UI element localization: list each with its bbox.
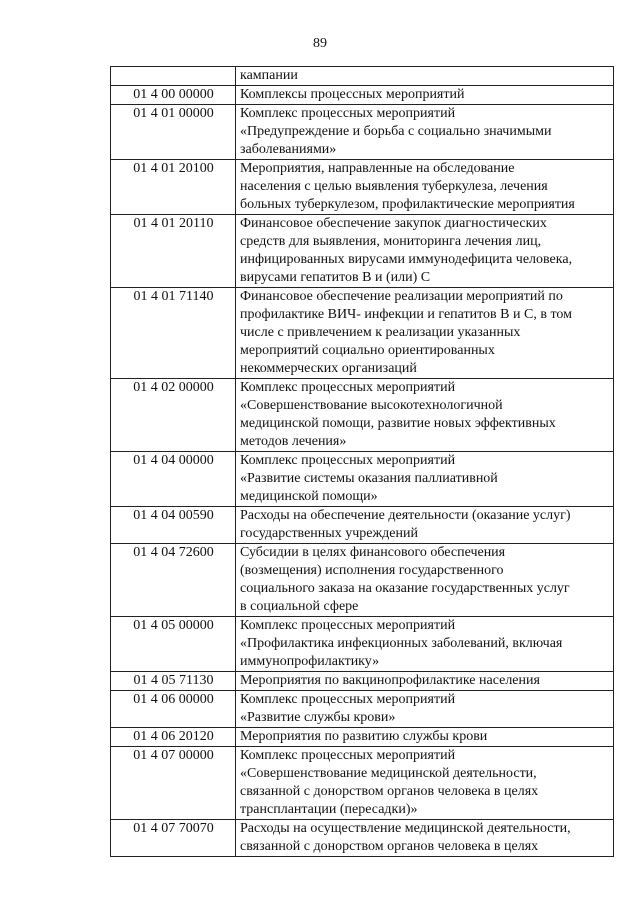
code-cell: 01 4 00 00000 <box>111 86 236 105</box>
description-line: вирусами гепатитов В и (или) С <box>240 270 431 285</box>
description-line: связанной с донорством органов человека в целях <box>240 839 539 854</box>
table-row <box>111 452 614 507</box>
table-row <box>111 617 614 672</box>
description-line: государственных учреждений <box>240 526 418 541</box>
code-cell: 01 4 05 71130 <box>111 672 236 691</box>
description-cell <box>236 379 614 452</box>
description-line: Расходы на осуществление медицинской деятельности, <box>240 821 571 836</box>
description-cell <box>236 747 614 820</box>
description-line: «Профилактика инфекционных заболеваний, включая <box>240 636 563 651</box>
code-cell: 01 4 01 20100 <box>111 160 236 215</box>
description-line: Мероприятия, направленные на обследование <box>240 161 515 176</box>
table-row <box>111 67 614 86</box>
description-line: средств для выявления, мониторинга лечения лиц, <box>240 234 542 249</box>
table-row <box>111 747 614 820</box>
description-line: трансплантации (пересадки)» <box>240 802 418 817</box>
table-row <box>111 544 614 617</box>
description-line: профилактике ВИЧ- инфекции и гепатитов В и С, в том <box>240 307 572 322</box>
description-cell <box>236 86 614 105</box>
description-cell <box>236 215 614 288</box>
description-line: некоммерческих организаций <box>240 361 417 376</box>
table-body <box>111 67 614 857</box>
budget-classification-table <box>110 66 614 857</box>
description-line: инфицированных вирусами иммунодефицита человека, <box>240 252 573 267</box>
description-line: Комплекс процессных мероприятий <box>240 106 456 121</box>
code-cell: 01 4 04 00590 <box>111 507 236 544</box>
code-cell <box>111 67 236 86</box>
description-line: Финансовое обеспечение реализации мероприятий по <box>240 289 563 304</box>
table-row <box>111 728 614 747</box>
code-cell: 01 4 06 20120 <box>111 728 236 747</box>
description-cell <box>236 160 614 215</box>
description-line: числе с привлечением к реализации указанных <box>240 325 521 340</box>
code-cell: 01 4 02 00000 <box>111 379 236 452</box>
code-cell: 01 4 01 20110 <box>111 215 236 288</box>
description-cell <box>236 691 614 728</box>
table-row <box>111 215 614 288</box>
code-cell: 01 4 01 00000 <box>111 105 236 160</box>
description-line: медицинской помощи» <box>240 489 378 504</box>
description-line: связанной с донорством органов человека в целях <box>240 784 539 799</box>
description-line: «Предупреждение и борьба с социально значимыми <box>240 124 552 139</box>
description-line: Мероприятия по вакцинопрофилактике населения <box>240 673 540 688</box>
description-line: заболеваниями» <box>240 142 337 157</box>
code-cell: 01 4 04 72600 <box>111 544 236 617</box>
code-cell: 01 4 04 00000 <box>111 452 236 507</box>
description-line: больных туберкулезом, профилактические мероприятия <box>240 197 575 212</box>
description-cell <box>236 105 614 160</box>
description-line: Субсидии в целях финансового обеспечения <box>240 545 506 560</box>
description-line: «Развитие службы крови» <box>240 710 396 725</box>
description-line: Расходы на обеспечение деятельности (оказание услуг) <box>240 508 571 523</box>
description-cell <box>236 617 614 672</box>
description-cell <box>236 544 614 617</box>
description-line: Комплекс процессных мероприятий <box>240 618 456 633</box>
description-cell <box>236 672 614 691</box>
description-line: Комплекс процессных мероприятий <box>240 453 456 468</box>
description-line: Комплекс процессных мероприятий <box>240 380 456 395</box>
description-line: населения с целью выявления туберкулеза, лечения <box>240 179 548 194</box>
description-line: мероприятий социально ориентированных <box>240 343 495 358</box>
table-row <box>111 160 614 215</box>
description-line: методов лечения» <box>240 434 347 449</box>
description-cell <box>236 507 614 544</box>
description-line: (возмещения) исполнения государственного <box>240 563 504 578</box>
description-line: иммунопрофилактику» <box>240 654 380 669</box>
table-row <box>111 379 614 452</box>
description-cell <box>236 67 614 86</box>
description-line: социального заказа на оказание государственных услуг <box>240 581 570 596</box>
table-row <box>111 288 614 379</box>
table-row <box>111 820 614 857</box>
description-line: Комплекс процессных мероприятий <box>240 748 456 763</box>
table-row <box>111 672 614 691</box>
description-cell <box>236 452 614 507</box>
description-line: кампании <box>240 68 298 83</box>
code-cell: 01 4 06 00000 <box>111 691 236 728</box>
code-cell: 01 4 07 70070 <box>111 820 236 857</box>
description-cell <box>236 728 614 747</box>
description-line: «Совершенствование высокотехнологичной <box>240 398 503 413</box>
description-line: Финансовое обеспечение закупок диагностических <box>240 216 547 231</box>
code-cell: 01 4 05 00000 <box>111 617 236 672</box>
description-line: Мероприятия по развитию службы крови <box>240 729 488 744</box>
table-row <box>111 105 614 160</box>
description-cell <box>236 820 614 857</box>
description-cell <box>236 288 614 379</box>
description-line: медицинской помощи, развитие новых эффективных <box>240 416 556 431</box>
table-row <box>111 691 614 728</box>
description-line: «Развитие системы оказания паллиативной <box>240 471 498 486</box>
description-line: Комплексы процессных мероприятий <box>240 87 465 102</box>
description-line: «Совершенствование медицинской деятельности, <box>240 766 537 781</box>
description-line: в социальной сфере <box>240 599 359 614</box>
table-row <box>111 507 614 544</box>
code-cell: 01 4 01 71140 <box>111 288 236 379</box>
table-row <box>111 86 614 105</box>
description-line: Комплекс процессных мероприятий <box>240 692 456 707</box>
page-number: 89 <box>313 36 327 51</box>
code-cell: 01 4 07 00000 <box>111 747 236 820</box>
